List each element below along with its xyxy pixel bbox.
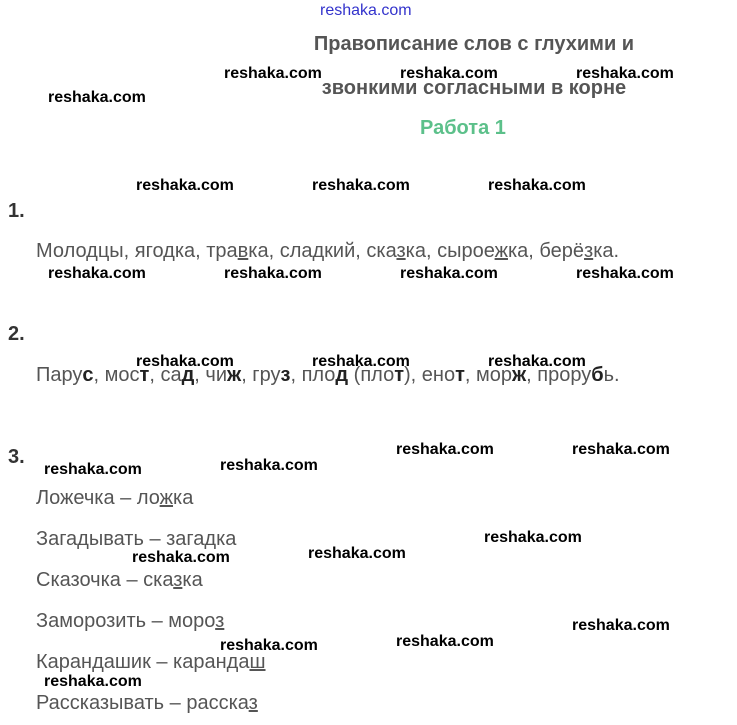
watermark: reshaka.com xyxy=(132,549,230,566)
underlined-letter: з xyxy=(584,240,594,262)
watermark: reshaka.com xyxy=(224,265,322,282)
text-segment: ка, сырое xyxy=(405,240,495,262)
text-segment: ь. xyxy=(603,364,620,386)
bold-letter: ж xyxy=(511,364,527,386)
text-segment: ка xyxy=(173,487,194,509)
watermark: reshaka.com xyxy=(136,353,234,370)
watermark: reshaka.com xyxy=(220,457,318,474)
watermark: reshaka.com xyxy=(224,65,322,82)
text-segment: (пло xyxy=(348,364,395,386)
text-segment: , пло xyxy=(290,364,336,386)
watermark: reshaka.com xyxy=(576,265,674,282)
underlined-letter: ж xyxy=(494,240,508,262)
underlined-letter: д xyxy=(312,240,325,262)
text-segment: Моло xyxy=(36,240,87,262)
text-segment: Заморозить – моро xyxy=(36,610,216,632)
underlined-letter: в xyxy=(237,240,249,262)
watermark: reshaka.com xyxy=(488,177,586,194)
watermark: reshaka.com xyxy=(400,265,498,282)
task1-answer xyxy=(36,240,619,263)
text-segment: кий, ска xyxy=(324,240,397,262)
bold-letter: с xyxy=(82,364,94,386)
watermark: reshaka.com xyxy=(572,441,670,458)
watermark: reshaka.com xyxy=(308,545,406,562)
watermark: reshaka.com xyxy=(572,617,670,634)
text-segment: Ложечка – ло xyxy=(36,487,160,509)
watermark: reshaka.com xyxy=(44,673,142,690)
text-segment: ка xyxy=(182,569,203,591)
underlined-letter: з xyxy=(248,692,258,714)
underlined-letter: д xyxy=(163,240,175,262)
text-segment: ка. xyxy=(593,240,620,262)
watermark: reshaka.com xyxy=(44,461,142,478)
bold-letter: т xyxy=(139,364,150,386)
text-segment: , чи xyxy=(194,364,227,386)
watermark: reshaka.com xyxy=(488,353,586,370)
task3-number: 3. xyxy=(8,446,25,468)
site-link[interactable]: reshaka.com xyxy=(320,2,412,19)
text-segment: ка, сла xyxy=(248,240,313,262)
underlined-letter: ш xyxy=(249,651,266,673)
page-title-line2: звонкими согласными в корне xyxy=(321,77,627,99)
text-segment: Карандашик – каранда xyxy=(36,651,250,673)
underlined-letter: з xyxy=(173,569,183,591)
bold-letter: д xyxy=(181,364,195,386)
watermark: reshaka.com xyxy=(136,177,234,194)
text-segment: Пару xyxy=(36,364,83,386)
watermark: reshaka.com xyxy=(576,65,674,82)
watermark: reshaka.com xyxy=(396,441,494,458)
watermark: reshaka.com xyxy=(312,353,410,370)
watermark: reshaka.com xyxy=(484,529,582,546)
text-segment: , мор xyxy=(464,364,512,386)
watermark: reshaka.com xyxy=(48,89,146,106)
underlined-letter: д xyxy=(86,240,98,262)
watermark: reshaka.com xyxy=(48,265,146,282)
text-segment: , прору xyxy=(526,364,592,386)
word-pair-line xyxy=(36,528,236,551)
bold-letter: т xyxy=(394,364,404,386)
watermark: reshaka.com xyxy=(220,637,318,654)
text-segment: Рассказывать – расска xyxy=(36,692,249,714)
text-segment: ка, берё xyxy=(507,240,585,262)
bold-letter: ж xyxy=(227,364,242,386)
text-segment: цы, яго xyxy=(97,240,164,262)
page-title-line1: Правописание слов с глухими и xyxy=(313,33,635,55)
underlined-letter: з xyxy=(396,240,406,262)
word-pair-line xyxy=(36,569,203,592)
underlined-letter: з xyxy=(215,610,225,632)
underlined-letter: д xyxy=(204,528,217,550)
text-segment: Загадывать – зага xyxy=(36,528,205,550)
work-subtitle: Работа 1 xyxy=(420,117,506,139)
bold-letter: т xyxy=(455,364,465,386)
task2-number: 2. xyxy=(8,323,25,345)
watermark: reshaka.com xyxy=(396,633,494,650)
bold-letter: б xyxy=(591,364,604,386)
word-pair-line xyxy=(36,487,193,510)
text-segment: ка, тра xyxy=(174,240,238,262)
text-segment: Сказочка – ска xyxy=(36,569,174,591)
text-segment: ка xyxy=(216,528,237,550)
underlined-letter: ж xyxy=(159,487,174,509)
word-pair-line xyxy=(36,610,224,633)
text-segment: ), ено xyxy=(404,364,456,386)
bold-letter: з xyxy=(280,364,291,386)
watermark: reshaka.com xyxy=(400,65,498,82)
text-segment: , са xyxy=(149,364,182,386)
watermark: reshaka.com xyxy=(312,177,410,194)
text-segment: , гру xyxy=(241,364,281,386)
text-segment: , мос xyxy=(93,364,140,386)
bold-letter: д xyxy=(335,364,349,386)
task1-number: 1. xyxy=(8,200,25,222)
word-pair-line xyxy=(36,692,258,715)
